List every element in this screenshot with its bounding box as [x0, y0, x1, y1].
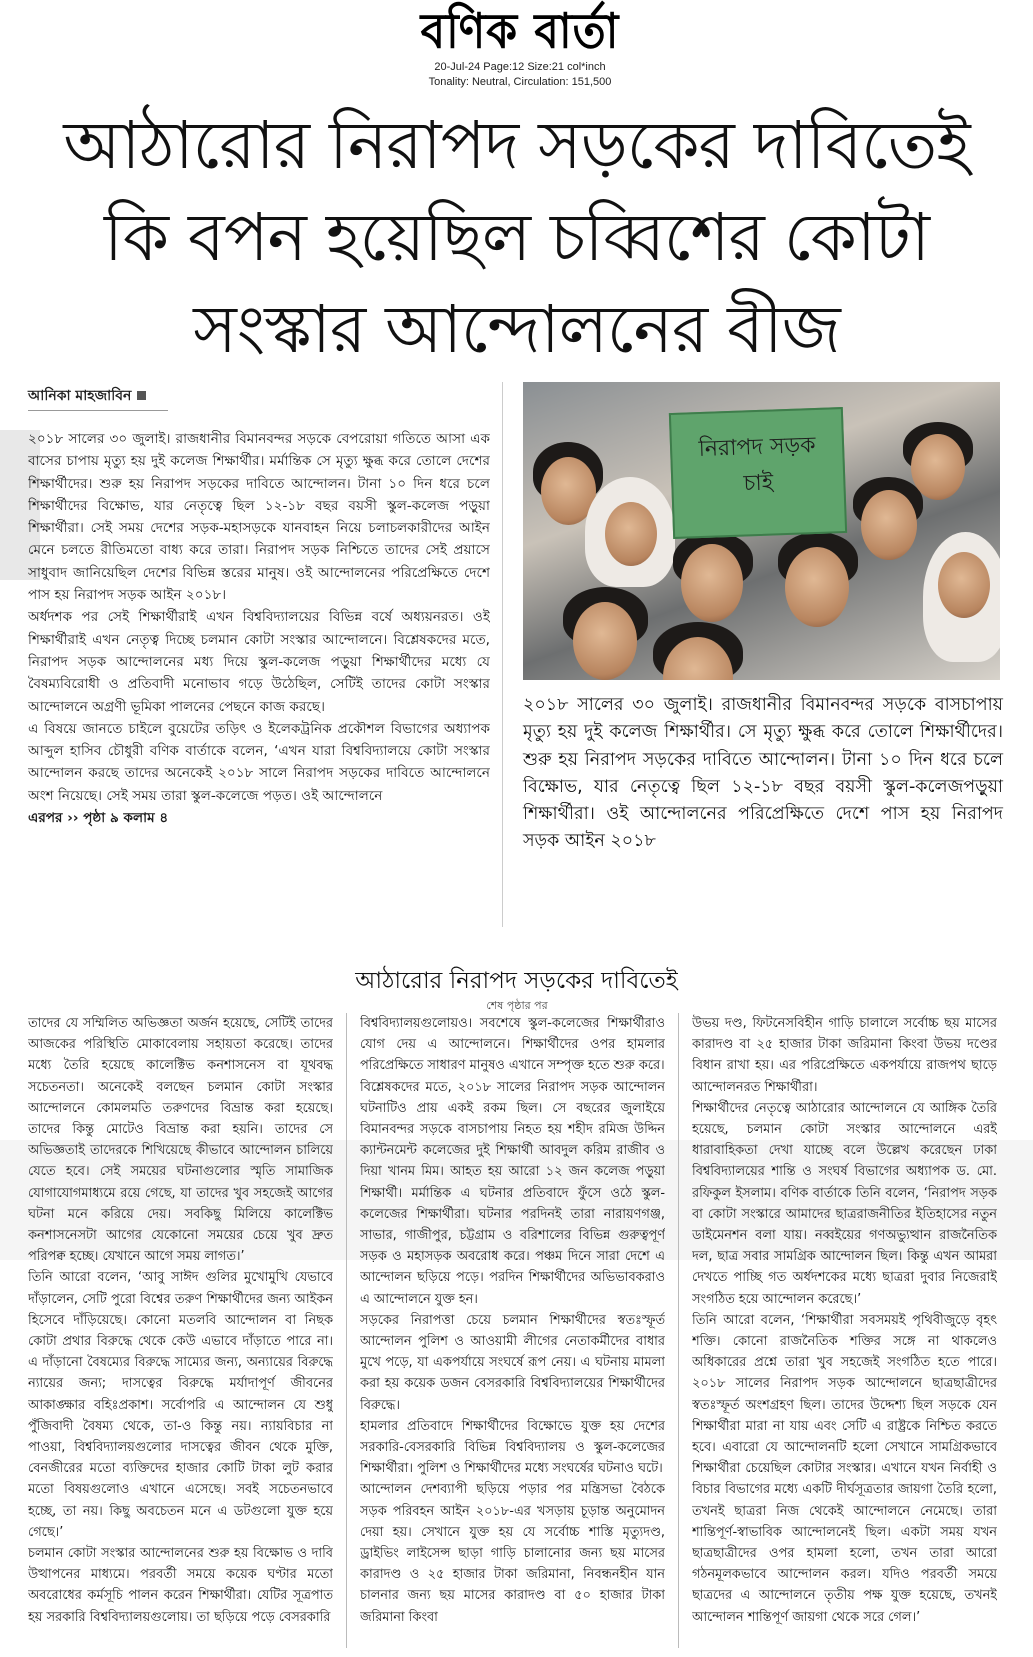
protest-placard	[669, 407, 847, 539]
continuation-column-2	[360, 1013, 665, 1648]
column-divider	[678, 1013, 679, 1648]
column-divider	[346, 1013, 347, 1648]
column-divider	[502, 382, 503, 927]
continuation-column-1	[28, 1013, 333, 1648]
byline	[28, 384, 168, 411]
continued-reference: এরপর ›› পৃষ্ঠা ৯ কলাম ৪	[28, 810, 169, 827]
placard-text: নিরাপদ সড়ক চাই	[698, 432, 817, 497]
headline	[20, 100, 1013, 376]
column-paragraph: বিশ্ববিদ্যালয়গুলোয়ও। সবশেষে স্কুল-কলেজের শিক্ষার্থীরাও যোগ দেয় এ আন্দোলনে। শিক্ষার্থীদের ওপর হামলার পরিপ্রেক্ষিতে সাধারণ মানুষও এখানে সম্পৃক্ত হতে শুরু করে।	[360, 1016, 665, 1074]
column-paragraph: শিক্ষার্থীদের নেতৃত্বে আঠারোর আন্দোলনে যে আঙ্গিক তৈরি হয়েছে, চলমান কোটা সংস্কার আন্দোলনে এরই ধারাবাহিকতা দেখা যাচ্ছে বলে উল্লেখ করেছেন ঢাকা বিশ্ববিদ্যালয়ের শান্তি ও সংঘর্ষ বিভাগের অধ্যাপক ড. মো. রফিকুল ইসলাম। বণিক বার্তাকে তিনি বলেন, ‘নিরাপদ সড়ক বা কোটা সংস্কারে আমাদের ছাত্ররাজনীতির ইতিহাসের নতুন ডাইমেনশন বলা যায়। নব্বইয়ের গণঅভ্যুত্থান রাজনৈতিক দল, ছাত্র সবার সামগ্রিক আন্দোলন ছিল। কিন্তু এখন আমরা দেখতে পাচ্ছি গত অর্ধদশকের মধ্যে ছাত্ররা দুবার নিজেরাই সংগঠিত হয়ে আন্দোলন করেছে।’	[692, 1100, 997, 1307]
clipping-meta-line2: Tonality: Neutral, Circulation: 151,500	[428, 76, 612, 88]
clipping-meta-line1: 20-Jul-24 Page:12 Size:21 col*inch	[434, 61, 606, 73]
continuation-subtitle: শেষ পৃষ্ঠার পর	[486, 999, 548, 1012]
lead-paragraph: এ বিষয়ে জানতে চাইলে বুয়েটের তড়িৎ ও ইলেকট্রনিক প্রকৌশল বিভাগের অধ্যাপক আব্দুল হাসিব চৌধুরী বণিক বার্তাকে বলেন, ‘এখন যারা বিশ্ববিদ্যালয়ে কোটা সংস্কার আন্দোলন করছে তাদের অনেকেই ২০১৮ সালে নিরাপদ সড়কের দাবিতে আন্দোলনে অংশ নিয়েছে। সেই সময় তারা স্কুল-কলেজে পড়ত। ওই আন্দোলনে	[28, 720, 490, 804]
byline-author: আনিকা মাহজাবিন	[28, 388, 132, 404]
column-paragraph: আন্দোলন দেশব্যাপী ছড়িয়ে পড়ার পর মন্ত্রিসভা বৈঠকে সড়ক পরিবহন আইন ২০১৮-এর খসড়ায় চূড়ান্ত অনুমোদন দেয়া হয়। সেখানে যুক্ত হয় যে সর্বোচ্চ শাস্তি মৃত্যুদণ্ড, ড্রাইভিং লাইসেন্স ছাড়া গাড়ি চালানোর জন্য ছয় মাসের কারাদণ্ড ও ২৫ হাজার টাকা জরিমানা, নিবন্ধনহীন যান চালনার জন্য ছয় মাসের কারাদণ্ড বা ৫০ হাজার টাকা জরিমানা কিংবা	[360, 1482, 665, 1625]
lead-article-body	[28, 428, 490, 933]
continuation-title: আঠারোর নিরাপদ সড়কের দাবিতেই	[355, 968, 678, 994]
column-paragraph: তিনি আরো বলেন, ‘আবু সাঈদ গুলির মুখোমুখি যেভাবে দাঁড়ালেন, সেটি পুরো বিশ্বের তরুণ শিক্ষার্থীদের জন্য আইকন হিসেবে দাঁড়িয়েছে। কোনো মতলবি আন্দোলন বা নিছক কোটা প্রথার বিরুদ্ধে থেকে কেউ এভাবে দাঁড়াতে পারে না। এ দাঁড়ানো বৈষম্যের বিরুদ্ধে সাম্যের জন্য, অন্যায়ের বিরুদ্ধে ন্যায়ের জন্য; দাসত্বের বিরুদ্ধে মর্যাদাপূর্ণ জীবনের আকাঙ্ক্ষার বহিঃপ্রকাশ। সর্বোপরি এ আন্দোলন যে শুধু পুঁজিবাদী বৈষম্য থেকে, তা-ও কিন্তু নয়। ন্যায়বিচার না পাওয়া, বিশ্ববিদ্যালয়গুলোর দাসত্বের জীবন থেকে মুক্তি, বেনজীরের মতো ব্যক্তিদের হাজার কোটি টাকা লুট করার মতো বিষয়গুলোও এখানে এসেছে। সবই সচেতনভাবে হচ্ছে, তা নয়। কিছু অবচেতন মনে এ ডটগুলো যুক্ত হয়ে গেছে।’	[28, 1270, 333, 1540]
continuation-column-3	[692, 1013, 997, 1648]
headline-line: সংস্কার আন্দোলনের বীজ	[193, 291, 840, 368]
protest-photo	[523, 382, 1000, 680]
photo-caption: ২০১৮ সালের ৩০ জুলাই। রাজধানীর বিমানবন্দর সড়কে বাসচাপায় মৃত্যু হয় দুই কলেজ শিক্ষার্থীর। সে মৃত্যু ক্ষুব্ধ করে তোলে শিক্ষার্থীদের। শুরু হয় নিরাপদ সড়কের দাবিতে আন্দোলন। টানা ১০ দিন ধরে চলে বিক্ষোভ, যার নেতৃত্বে ছিল ১২-১৮ বছর বয়সী স্কুল-কলেজপড়ুয়া শিক্ষার্থীরা। ওই আন্দোলনের পরিপ্রেক্ষিতে দেশে পাস হয় নিরাপদ সড়ক আইন ২০১৮	[523, 695, 1003, 852]
column-paragraph: তিনি আরো বলেন, ‘শিক্ষার্থীরা সবসময়ই পৃথিবীজুড়ে বৃহৎ শক্তি। কোনো রাজনৈতিক শক্তির সঙ্গে না থাকলেও অধিকারের প্রশ্নে তারা খুব সহজেই সংগঠিত হতে পারে। ২০১৮ সালের নিরাপদ সড়ক আন্দোলনে ছাত্রছাত্রীদের স্বতঃস্ফূর্ত অংশগ্রহণ ছিল। তাদের উদ্দেশ্য ছিল সড়কে যেন শিক্ষার্থীরা মারা না যায় এবং সেটি এ রাষ্ট্রকে নিশ্চিত করতে হবে। এবারো যে আন্দোলনটি হলো সেখানে সামগ্রিকভাবে শিক্ষার্থীরা চেয়েছিল কোটার সংস্কার। এখানে যখন নির্বাহী ও বিচার বিভাগের মধ্যে একটি দীর্ঘসূত্রতার জায়গা তৈরি হলো, তখনই ছাত্ররা নিজ থেকেই আন্দোলনে নেমেছে। তারা শান্তিপূর্ণ-স্বাভাবিক আন্দোলনেই ছিল। একটা সময় যখন ছাত্রছাত্রীদের ওপর হামলা হলো, তখন তারা আরো গঠনমূলকভাবে আন্দোলন করল। যদিও পরবর্তী সময়ে ছাত্রদের এ আন্দোলনে তৃতীয় পক্ষ যুক্ত হয়েছে, তখনই আন্দোলন শান্তিপূর্ণ জায়গা থেকে সরে গেল।’	[692, 1312, 997, 1625]
column-paragraph: হামলার প্রতিবাদে শিক্ষার্থীদের বিক্ষোভে যুক্ত হয় দেশের সরকারি-বেসরকারি বিভিন্ন বিশ্ববিদ্যালয় ও স্কুল-কলেজের শিক্ষার্থীরা। পুলিশ ও শিক্ষার্থীদের মধ্যে সংঘর্ষের ঘটনাও ঘটে।	[360, 1418, 665, 1477]
column-paragraph: তাদের যে সম্মিলিত অভিজ্ঞতা অর্জন হয়েছে, সেটিই তাদের আজকের পরিস্থিতি মোকাবেলায় সহায়তা করেছে। তাদের মধ্যে তৈরি হয়েছে কালেক্টিভ কনশাসনেস বা যূথবদ্ধ সচেতনতা। অনেকেই বলছেন চলমান কোটা সংস্কার আন্দোলনে কোমলমতি তরুণদের বিভ্রান্ত করা হয়েছে। তাদের কিন্তু মোটেও বিভ্রান্ত করা হয়নি। তাদের সে অভিজ্ঞতাই তাদেরকে শিখিয়েছে কীভাবে আন্দোলন চালিয়ে যেতে হবে। সেই সময়ের ঘটনাগুলোর স্মৃতি সামাজিক যোগাযোগমাধ্যমে রয়ে গেছে, যা তাদের খুব সহজেই আগের ঘটনা মনে করিয়ে দেয়। সবকিছু মিলিয়ে কালেক্টিভ কনশাসনেসটা আগের যেকোনো সময়ের চেয়ে খুব দ্রুত পরিপক্ব হচ্ছে। যেখানে আগে সময় লাগত।’	[28, 1016, 333, 1265]
headline-line: আঠারোর নিরাপদ সড়কের দাবিতেই	[63, 107, 970, 184]
column-paragraph: বিশ্লেষকদের মতে, ২০১৮ সালের নিরাপদ সড়ক আন্দোলন ঘটনাটিও প্রায় একই রকম ছিল। সে বছরের জুলাইয়ে বিমানবন্দর সড়কে বাসচাপায় নিহত হয় শহীদ রমিজ উদ্দিন ক্যান্টনমেন্ট কলেজের দুই শিক্ষার্থী আবদুল করিম রাজীব ও দিয়া খানম মিম। আহত হয় আরো ১২ জন কলেজ পড়ুয়া শিক্ষার্থী। মর্মান্তিক এ ঘটনার প্রতিবাদে ফুঁসে ওঠে স্কুল-কলেজের শিক্ষার্থীরা। ঘটনার পরদিনই তারা নারায়ণগঞ্জ, সাভার, গাজীপুর, চট্টগ্রাম ও বরিশালের বিভিন্ন গুরুত্বপূর্ণ সড়ক ও মহাসড়ক অবরোধ করে। পঞ্চম দিনে সারা দেশে এ আন্দোলন ছড়িয়ে পড়ে। পরদিন শিক্ষার্থীদের অভিভাবকরাও এ আন্দোলনে যুক্ত হন।	[360, 1079, 665, 1307]
byline-square-icon	[137, 391, 146, 400]
column-paragraph: সড়কের নিরাপত্তা চেয়ে চলমান শিক্ষার্থীদের স্বতঃস্ফূর্ত আন্দোলন পুলিশ ও আওয়ামী লীগের নেতাকর্মীদের বাধার মুখে পড়ে, যা একপর্যায়ে সংঘর্ষে রূপ নেয়। এ ঘটনায় মামলা করা হয় কয়েক ডজন বেসরকারি বিশ্ববিদ্যালয়ের শিক্ষার্থীদের বিরুদ্ধে।	[360, 1312, 665, 1413]
column-paragraph: উভয় দণ্ড, ফিটনেসবিহীন গাড়ি চালালে সর্বোচ্চ ছয় মাসের কারাদণ্ড বা ২৫ হাজার টাকা জরিমানা কিংবা উভয় দণ্ডের বিধান রাখা হয়। এর পরিপ্রেক্ষিতে একপর্যায়ে রাজপথ ছাড়ে আন্দোলনরত শিক্ষার্থীরা।	[692, 1016, 997, 1095]
headline-line: কি বপন হয়েছিল চব্বিশের কোটা	[103, 199, 930, 276]
masthead-logo: বণিক বার্তা	[420, 3, 620, 60]
column-paragraph: চলমান কোটা সংস্কার আন্দোলনের শুরু হয় বিক্ষোভ ও দাবি উত্থাপনের মাধ্যমে। পরবর্তী সময়ে কয়েক ঘণ্টার মতো অবরোধের কর্মসূচি পালন করেন শিক্ষার্থীরা। যেটির সূত্রপাত হয় সরকারি বিশ্ববিদ্যালয়গুলোয়। তা ছড়িয়ে পড়ে বেসরকারি	[28, 1546, 333, 1625]
lead-paragraph: অর্ধদশক পর সেই শিক্ষার্থীরাই এখন বিশ্ববিদ্যালয়ের বিভিন্ন বর্ষে অধ্যয়নরত। ওই শিক্ষার্থীরাই এখন নেতৃত্ব দিচ্ছে চলমান কোটা সংস্কার আন্দোলনে। বিশ্লেষকদের মতে, নিরাপদ সড়ক আন্দোলনের মধ্য দিয়ে স্কুল-কলেজ পড়ুয়া শিক্ষার্থীদের মধ্যে যে বৈষম্যবিরোধী ও প্রতিবাদী মনোভাব গড়ে উঠেছিল, সেটিই তাদের কোটা সংস্কার আন্দোলনে অগ্রণী ভূমিকা পালনের পেছনে কাজ করছে।	[28, 609, 490, 715]
lead-paragraph: ২০১৮ সালের ৩০ জুলাই। রাজধানীর বিমানবন্দর সড়কে বেপরোয়া গতিতে আসা এক বাসের চাপায় মৃত্যু হয় দুই কলেজ শিক্ষার্থীর। মর্মান্তিক সে মৃত্যু ক্ষুব্ধ করে তোলে দেশের শিক্ষার্থীদের। শুরু হয় নিরাপদ সড়কের দাবিতে আন্দোলন। টানা ১০ দিন ধরে চলে শিক্ষার্থীদের বিক্ষোভ, যার নেতৃত্বে ছিল ১২-১৮ বছর বয়সী স্কুল-কলেজ পড়ুয়া শিক্ষার্থীরা। সেই সময় দেশের সড়ক-মহাসড়কে যানবাহন নিয়ে চলাচলকারীদের আইন মেনে চলতে রীতিমতো বাধ্য করে তারা। নিরাপদ সড়ক নিশ্চিতে তাদের সেই প্রয়াসে সাধুবাদ জানিয়েছিল দেশের বিভিন্ন স্তরের মানুষ। ওই আন্দোলনের পরিপ্রেক্ষিতে দেশে পাস হয় নিরাপদ সড়ক আইন ২০১৮।	[28, 431, 490, 604]
